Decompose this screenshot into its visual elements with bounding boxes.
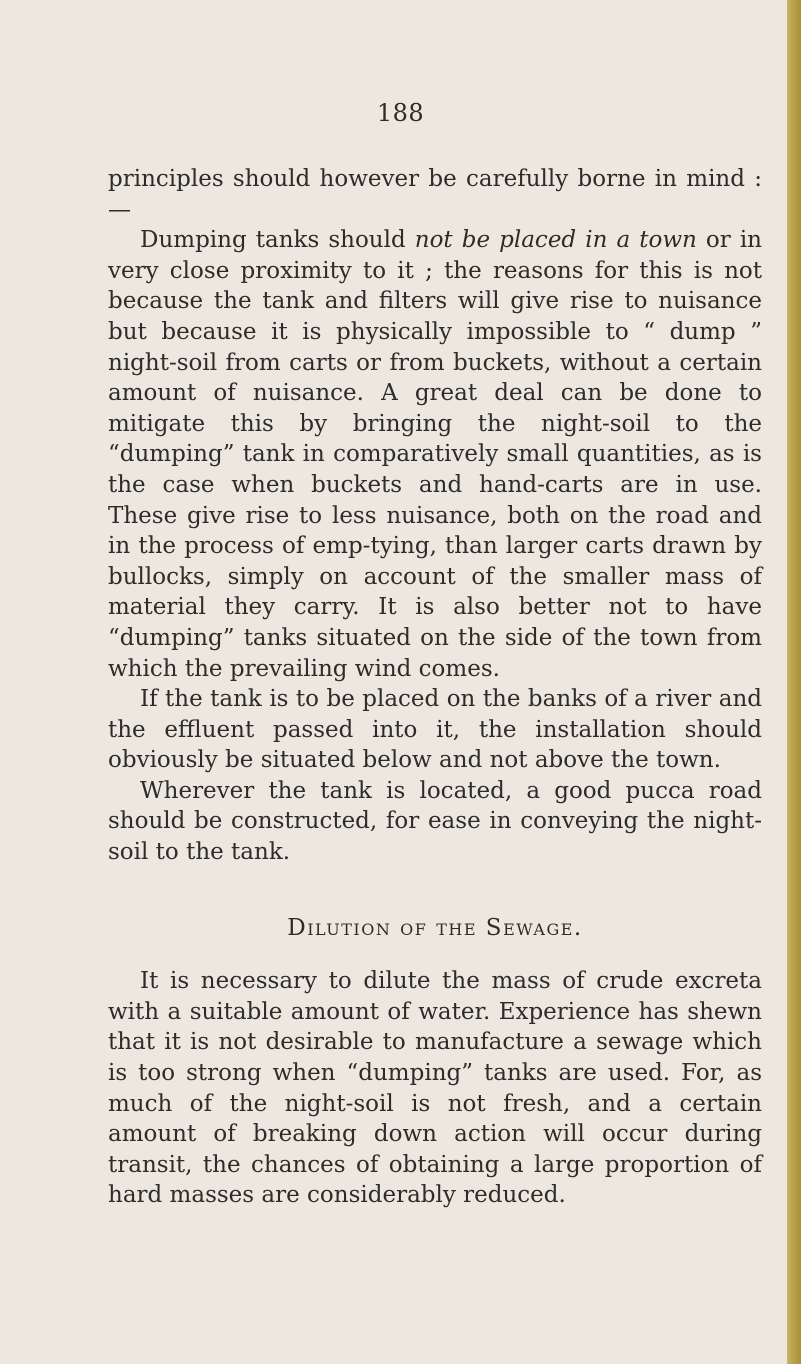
paragraph-text: Dumping tanks should xyxy=(140,227,415,254)
paragraph-dilution: It is necessary to dilute the mass of crude excreta with a suitable amount of water. Experience has shewn that it is not desirable to manufacture a sewage which is too strong when “dumping” tanks are used. For, as much of the night-soil is not fresh, and a certain amount of breaking down action will occur during transit, the chances of obtaining a large proportion of hard masses are considerably reduced. xyxy=(108,968,762,1209)
paragraph-continuation: principles should however be carefully borne in mind :— xyxy=(108,166,762,223)
section-heading: Dilution of the Sewage. xyxy=(287,914,583,941)
paragraph-dumping-tanks xyxy=(108,225,762,684)
paragraph-river-banks: If the tank is to be placed on the banks of a river and the effluent passed into it, the installation should obviously be situated below and not above the town. xyxy=(108,686,762,774)
page-number: 188 xyxy=(376,99,425,127)
paragraph-pucca-road: Wherever the tank is located, a good pucca road should be constructed, for ease in conveying the night-soil to the tank. xyxy=(108,777,762,866)
page-edge xyxy=(787,0,801,1364)
paragraph-text: or in very close proximity to it ; the reasons for this is not because the tank and filters will give rise to nuisance but because it is physically impossible to “ dump ” night-soil from carts or from buckets, without a certain amount of nuisance. A great deal can be done to mitigate this by bringing the night-soil to the “dumping” tank in comparatively small quantities, as is the case when buckets and hand-carts are in use. These give rise to less nuisance, both on the road and in the process of emp-tying, than larger carts drawn by bullocks, simply on account of the smaller mass of material they carry. It is also better not to have “dumping” tanks situated on the side of the town from which the prevailing wind comes. xyxy=(108,227,762,682)
italic-emphasis: not be placed in a town xyxy=(414,227,697,254)
body-text xyxy=(108,164,762,1211)
